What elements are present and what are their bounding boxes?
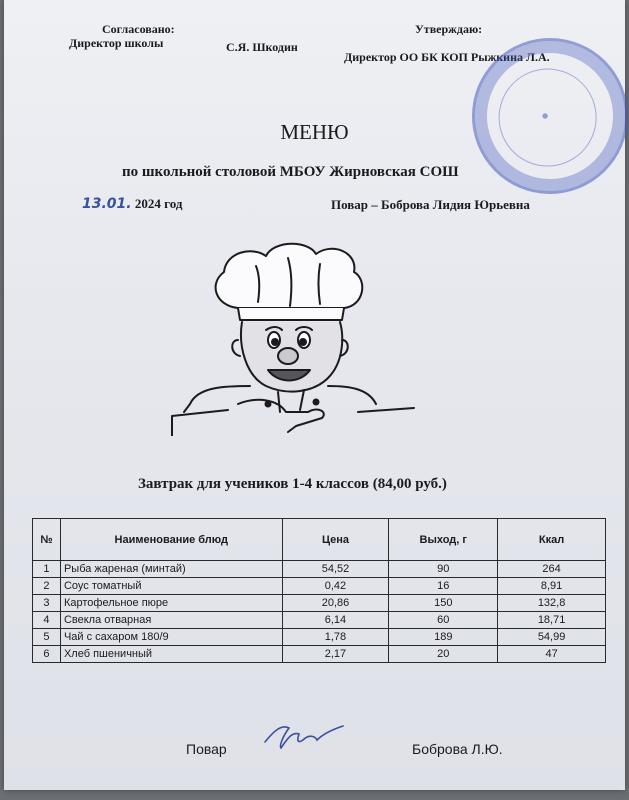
table-header-row (33, 519, 606, 561)
cell-price: 20,86 (282, 595, 389, 612)
cell-yield: 20 (389, 646, 498, 663)
menu-date (82, 196, 182, 212)
cell-dish: Картофельное пюре (60, 595, 282, 612)
cell-dish: Соус томатный (60, 578, 282, 595)
col-number: № (33, 519, 61, 561)
cell-number: 2 (33, 578, 61, 595)
cell-price: 1,78 (282, 629, 389, 646)
col-dish-name: Наименование блюд (60, 519, 282, 561)
cell-kcal: 47 (498, 646, 606, 663)
table-row (33, 578, 606, 595)
approver-line: Директор ОО БК КОП Рыжкина Л.А. (344, 50, 550, 64)
cell-yield: 150 (389, 595, 498, 612)
table-row (33, 561, 606, 578)
footer-cook-name: Боброва Л.Ю. (412, 741, 503, 757)
cell-kcal: 132,8 (498, 595, 606, 612)
table-row (33, 646, 606, 663)
cook-line: Повар – Боброва Лидия Юрьевна (331, 197, 530, 212)
cook-signature (259, 712, 349, 756)
meal-title: Завтрак для учеников 1-4 классов (84,00 руб.) (138, 476, 447, 492)
director-label: Директор школы (69, 36, 164, 50)
chef-illustration (168, 236, 418, 436)
cell-yield: 90 (389, 561, 498, 578)
cell-price: 6,14 (282, 612, 389, 629)
col-yield: Выход, г (389, 519, 498, 561)
table-row (33, 629, 606, 646)
cell-number: 4 (33, 612, 61, 629)
cell-price: 54,52 (282, 561, 389, 578)
table-row (33, 595, 606, 612)
col-price: Цена (282, 519, 389, 561)
cell-yield: 16 (389, 578, 498, 595)
date-year: 2024 год (131, 196, 183, 211)
cell-number: 6 (33, 646, 61, 663)
cell-kcal: 54,99 (498, 629, 606, 646)
cell-dish: Чай с сахаром 180/9 (60, 629, 282, 646)
cell-dish: Свекла отварная (60, 612, 282, 629)
col-kcal: Ккал (498, 519, 606, 561)
menu-table (32, 518, 606, 663)
page-title: МЕНЮ (280, 120, 349, 144)
cell-dish: Рыба жареная (минтай) (60, 561, 282, 578)
cell-kcal: 264 (498, 561, 606, 578)
director-name: С.Я. Шкодин (226, 40, 298, 54)
cell-price: 2,17 (282, 646, 389, 663)
cell-number: 1 (33, 561, 61, 578)
cell-dish: Хлеб пшеничный (60, 646, 282, 663)
menu-document (4, 0, 625, 790)
cell-kcal: 8,91 (498, 578, 606, 595)
agreed-label: Согласовано: (102, 22, 175, 36)
official-stamp: ● (457, 23, 629, 208)
cell-kcal: 18,71 (498, 612, 606, 629)
approve-label: Утверждаю: (415, 22, 483, 36)
footer-cook-label: Повар (186, 741, 227, 757)
cell-number: 5 (33, 629, 61, 646)
cell-number: 3 (33, 595, 61, 612)
handwritten-date: 13.01. (82, 196, 132, 212)
page-subtitle: по школьной столовой МБОУ Жирновская СОШ (122, 164, 459, 180)
cell-yield: 189 (389, 629, 498, 646)
cell-price: 0,42 (282, 578, 389, 595)
table-row (33, 612, 606, 629)
cell-yield: 60 (389, 612, 498, 629)
